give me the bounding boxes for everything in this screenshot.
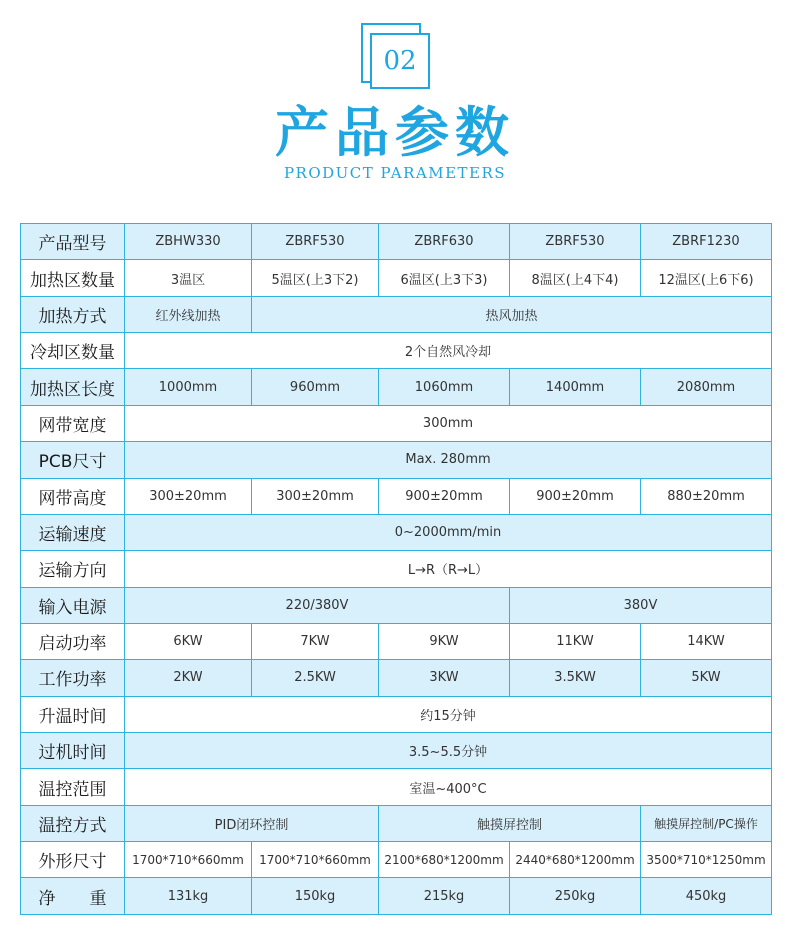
row-label: 加热方式	[21, 296, 125, 332]
table-cell: 2.5KW	[252, 660, 379, 696]
table-cell: 300±20mm	[252, 478, 379, 514]
table-cell: 红外线加热	[125, 296, 252, 332]
table-cell: 960mm	[252, 369, 379, 405]
table-row	[21, 224, 772, 260]
table-cell: PID闭环控制	[125, 805, 379, 841]
parameters-table	[20, 223, 772, 915]
table-row	[21, 260, 772, 296]
table-cell: 6KW	[125, 623, 252, 659]
table-cell: 触摸屏控制	[379, 805, 641, 841]
table-cell: 3500*710*1250mm	[641, 842, 772, 878]
table-cell: L→R（R→L）	[125, 551, 772, 587]
table-cell: 300±20mm	[125, 478, 252, 514]
table-cell: 2个自然风冷却	[125, 333, 772, 369]
table-cell: 900±20mm	[379, 478, 510, 514]
table-cell: 250kg	[510, 878, 641, 915]
table-cell: 7KW	[252, 623, 379, 659]
page-title: 产品参数	[275, 101, 515, 164]
table-cell: 1060mm	[379, 369, 510, 405]
table-row	[21, 478, 772, 514]
table-row	[21, 333, 772, 369]
table-cell: 8温区(上4下4)	[510, 260, 641, 296]
table-cell: 131kg	[125, 878, 252, 915]
table-cell: 3温区	[125, 260, 252, 296]
table-cell: ZBRF630	[379, 224, 510, 260]
row-label: 冷却区数量	[21, 333, 125, 369]
table-cell: 热风加热	[252, 296, 772, 332]
row-label: 温控范围	[21, 769, 125, 805]
table-cell: 450kg	[641, 878, 772, 915]
table-cell: 900±20mm	[510, 478, 641, 514]
section-number-badge: 02	[370, 33, 430, 89]
table-row	[21, 878, 772, 915]
row-label: 过机时间	[21, 733, 125, 769]
row-label: 外形尺寸	[21, 842, 125, 878]
table-row	[21, 769, 772, 805]
table-cell: 3.5KW	[510, 660, 641, 696]
table-row	[21, 623, 772, 659]
table-row	[21, 296, 772, 332]
table-cell: 2080mm	[641, 369, 772, 405]
table-cell: 300mm	[125, 405, 772, 441]
table-cell: 3KW	[379, 660, 510, 696]
table-row	[21, 405, 772, 441]
row-label: 运输方向	[21, 551, 125, 587]
table-cell: 5温区(上3下2)	[252, 260, 379, 296]
table-cell: 1000mm	[125, 369, 252, 405]
table-cell: 触摸屏控制/PC操作	[641, 805, 772, 841]
table-row	[21, 805, 772, 841]
table-cell: 1700*710*660mm	[125, 842, 252, 878]
table-cell: 1700*710*660mm	[252, 842, 379, 878]
table-cell: 220/380V	[125, 587, 510, 623]
table-row	[21, 369, 772, 405]
row-label: 升温时间	[21, 696, 125, 732]
table-cell: 380V	[510, 587, 772, 623]
row-label: 工作功率	[21, 660, 125, 696]
table-row	[21, 587, 772, 623]
row-label: 启动功率	[21, 623, 125, 659]
table-row	[21, 514, 772, 550]
table-row	[21, 660, 772, 696]
table-cell: 215kg	[379, 878, 510, 915]
table-cell: 3.5~5.5分钟	[125, 733, 772, 769]
table-row	[21, 442, 772, 478]
table-cell: 9KW	[379, 623, 510, 659]
table-cell: 约15分钟	[125, 696, 772, 732]
table-row	[21, 696, 772, 732]
table-cell: 14KW	[641, 623, 772, 659]
row-label: 运输速度	[21, 514, 125, 550]
table-cell: 5KW	[641, 660, 772, 696]
row-label: PCB尺寸	[21, 442, 125, 478]
table-cell: 150kg	[252, 878, 379, 915]
table-cell: 11KW	[510, 623, 641, 659]
page-subtitle: PRODUCT PARAMETERS	[283, 164, 507, 182]
table-row	[21, 733, 772, 769]
table-row	[21, 842, 772, 878]
table-cell: 0~2000mm/min	[125, 514, 772, 550]
row-label: 网带高度	[21, 478, 125, 514]
table-cell: 室温~400°C	[125, 769, 772, 805]
table-row	[21, 551, 772, 587]
table-cell: 12温区(上6下6)	[641, 260, 772, 296]
row-label: 产品型号	[21, 224, 125, 260]
table-cell: ZBRF530	[252, 224, 379, 260]
table-cell: ZBRF530	[510, 224, 641, 260]
table-cell: 6温区(上3下3)	[379, 260, 510, 296]
table-cell: 2KW	[125, 660, 252, 696]
row-label: 净 重	[21, 878, 125, 915]
table-cell: ZBRF1230	[641, 224, 772, 260]
row-label: 输入电源	[21, 587, 125, 623]
row-label: 加热区长度	[21, 369, 125, 405]
row-label: 加热区数量	[21, 260, 125, 296]
table-cell: 1400mm	[510, 369, 641, 405]
table-cell: Max. 280mm	[125, 442, 772, 478]
table-cell: ZBHW330	[125, 224, 252, 260]
table-cell: 2100*680*1200mm	[379, 842, 510, 878]
row-label: 网带宽度	[21, 405, 125, 441]
table-cell: 880±20mm	[641, 478, 772, 514]
table-cell: 2440*680*1200mm	[510, 842, 641, 878]
row-label: 温控方式	[21, 805, 125, 841]
